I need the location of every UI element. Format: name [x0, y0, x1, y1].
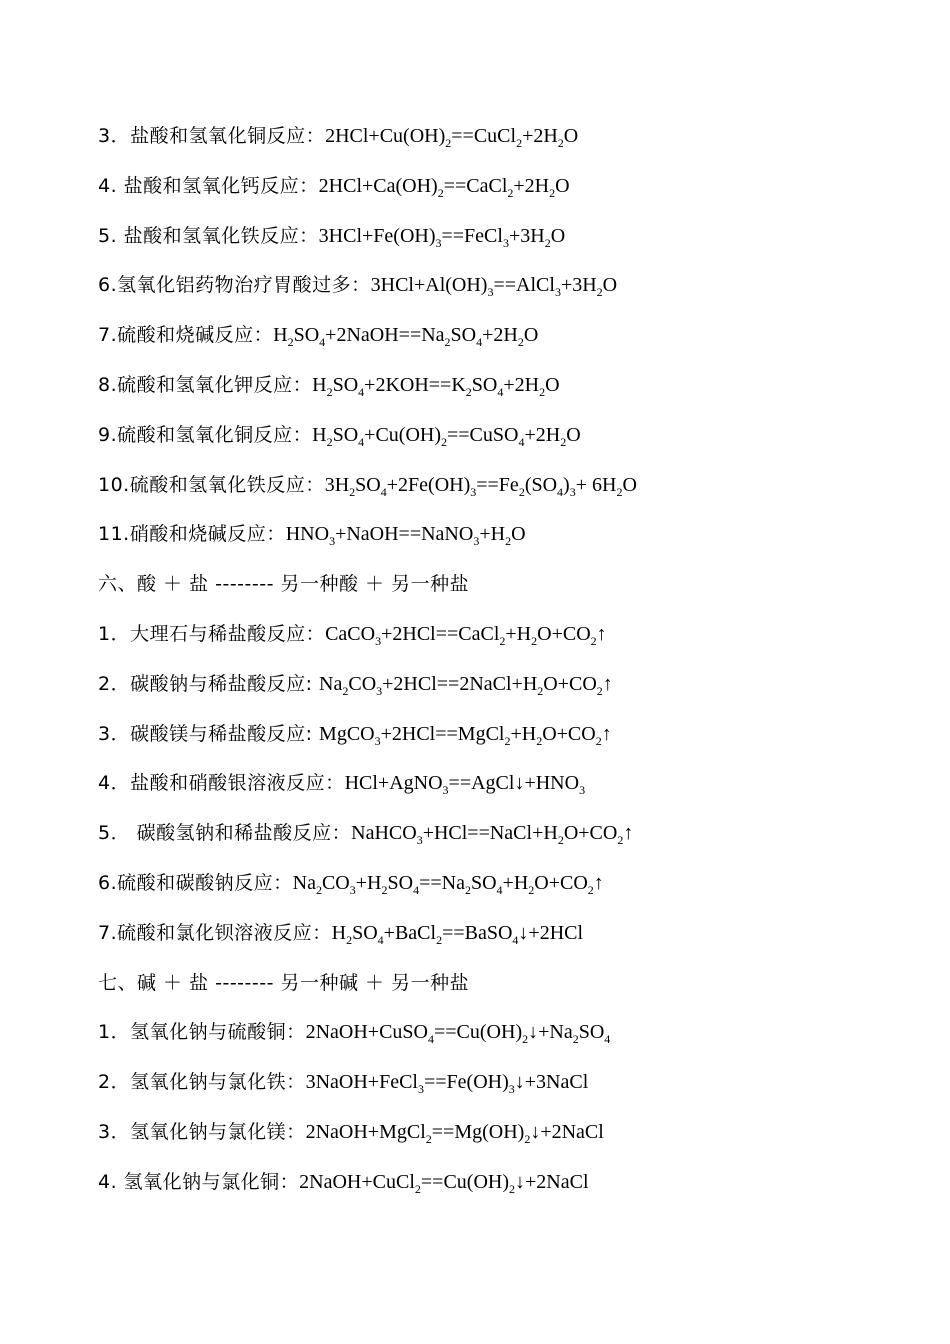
chemical-equation: $H_2SO_4+BaCl_2==BaSO_4↓+2HCl$ [331, 921, 584, 947]
equation-list [98, 118, 898, 1214]
chemical-equation: $2NaOH+CuSO_4==Cu(OH)_2↓+Na_2SO_4$ [305, 1021, 611, 1047]
reaction-line [98, 367, 898, 417]
chemical-equation: $H_2SO_4+2KOH==K_2SO_4+2H_2O$ [312, 373, 560, 399]
reaction-line [98, 417, 898, 467]
reaction-label: 7.硫酸和烧碱反应： [98, 324, 274, 347]
chemical-equation: $NaHCO_3+HCl==NaCl+H_2O+CO_2↑$ [351, 822, 634, 848]
chemical-equation: $MgCO_3+2HCl==MgCl_2+H_2O+CO_2↑$ [319, 722, 612, 748]
reaction-label: 3．碳酸镁与稀盐酸反应: [98, 722, 320, 745]
reaction-label: 七、碱 ＋ 盐 -------- 另一种碱 ＋ 另一种盐 [98, 971, 470, 994]
chemical-equation: $Na_2CO_3+2HCl==2NaCl+H_2O+CO_2↑$ [319, 672, 613, 698]
reaction-line [98, 467, 898, 517]
reaction-line [98, 616, 898, 666]
chemical-equation: $Na_2CO_3+H_2SO_4==Na_2SO_4+H_2O+CO_2↑$ [292, 871, 604, 897]
reaction-label: 4. 盐酸和氢氧化钙反应： [98, 174, 319, 197]
chemical-equation: $HCl+AgNO_3==AgCl↓+HNO_3$ [344, 772, 586, 798]
reaction-line [98, 666, 898, 716]
chemical-equation: $2NaOH+CuCl_2==Cu(OH)_2↓+2NaCl$ [299, 1170, 589, 1196]
reaction-label: 5. 盐酸和氢氧化铁反应： [98, 224, 319, 247]
section-heading [98, 965, 898, 1015]
reaction-label: 6.硫酸和碳酸钠反应： [98, 871, 293, 894]
reaction-label: 6.氢氧化铝药物治疗胃酸过多： [98, 274, 371, 297]
reaction-line [98, 118, 898, 168]
reaction-label: 1．大理石与稀盐酸反应： [98, 622, 326, 645]
reaction-line [98, 815, 898, 865]
reaction-label: 3．氢氧化钠与氯化镁： [98, 1120, 306, 1143]
reaction-label: 11.硝酸和烧碱反应： [98, 523, 286, 546]
reaction-label: 六、酸 ＋ 盐 -------- 另一种酸 ＋ 另一种盐 [98, 573, 470, 596]
reaction-line [98, 865, 898, 915]
chemical-equation: $HNO_3+NaOH==NaNO_3+H_2O$ [285, 523, 526, 549]
reaction-line [98, 168, 898, 218]
reaction-line [98, 1164, 898, 1214]
chemical-equation: $2HCl+Cu(OH)_2==CuCl_2+2H_2O$ [325, 125, 579, 150]
chemical-equation: $3NaOH+FeCl_3==Fe(OH)_3↓+3NaCl$ [305, 1071, 589, 1097]
reaction-label: 7.硫酸和氯化钡溶液反应： [98, 921, 332, 944]
reaction-line [98, 1114, 898, 1164]
reaction-label: 9.硫酸和氢氧化铜反应： [98, 423, 313, 446]
reaction-label: 10.硫酸和氢氧化铁反应： [98, 473, 325, 496]
reaction-line [98, 915, 898, 965]
chemical-equation: $2HCl+Ca(OH)_2==CaCl_2+2H_2O$ [318, 174, 570, 200]
reaction-label: 2．氢氧化钠与氯化铁： [98, 1071, 306, 1094]
reaction-line [98, 1064, 898, 1114]
reaction-label: 5． 碳酸氢钠和稀盐酸反应： [98, 822, 352, 845]
reaction-line [98, 317, 898, 367]
reaction-line [98, 267, 898, 317]
chemical-equation: $CaCO_3+2HCl==CaCl_2+H_2O+CO_2↑$ [325, 622, 607, 648]
chemical-equation: $H_2SO_4+Cu(OH)_2==CuSO_4+2H_2O$ [312, 423, 581, 449]
chemical-equation: $3HCl+Fe(OH)_3==FeCl_3+3H_2O$ [318, 224, 566, 250]
reaction-label: 2．碳酸钠与稀盐酸反应: [98, 672, 320, 695]
reaction-line [98, 765, 898, 815]
reaction-label: 4．盐酸和硝酸银溶液反应： [98, 772, 345, 795]
chemical-equation: $3HCl+Al(OH)_3==AlCl_3+3H_2O$ [370, 274, 618, 300]
chemical-equation: $2NaOH+MgCl_2==Mg(OH)_2↓+2NaCl$ [305, 1120, 604, 1146]
reaction-line [98, 516, 898, 566]
reaction-label: 4. 氢氧化钠与氯化铜： [98, 1170, 300, 1193]
reaction-line [98, 716, 898, 766]
reaction-label: 1．氢氧化钠与硫酸铜： [98, 1021, 306, 1044]
section-heading [98, 566, 898, 616]
reaction-label: 3．盐酸和氢氧化铜反应： [98, 125, 326, 147]
reaction-line [98, 1014, 898, 1064]
chemical-equation: $3H_2SO_4+2Fe(OH)_3==Fe_2(SO_4)_3+ 6H_2O$ [324, 473, 637, 499]
reaction-label: 8.硫酸和氢氧化钾反应： [98, 373, 313, 396]
reaction-line [98, 218, 898, 268]
chemical-equation: $H_2SO_4+2NaOH==Na_2SO_4+2H_2O$ [273, 324, 539, 350]
